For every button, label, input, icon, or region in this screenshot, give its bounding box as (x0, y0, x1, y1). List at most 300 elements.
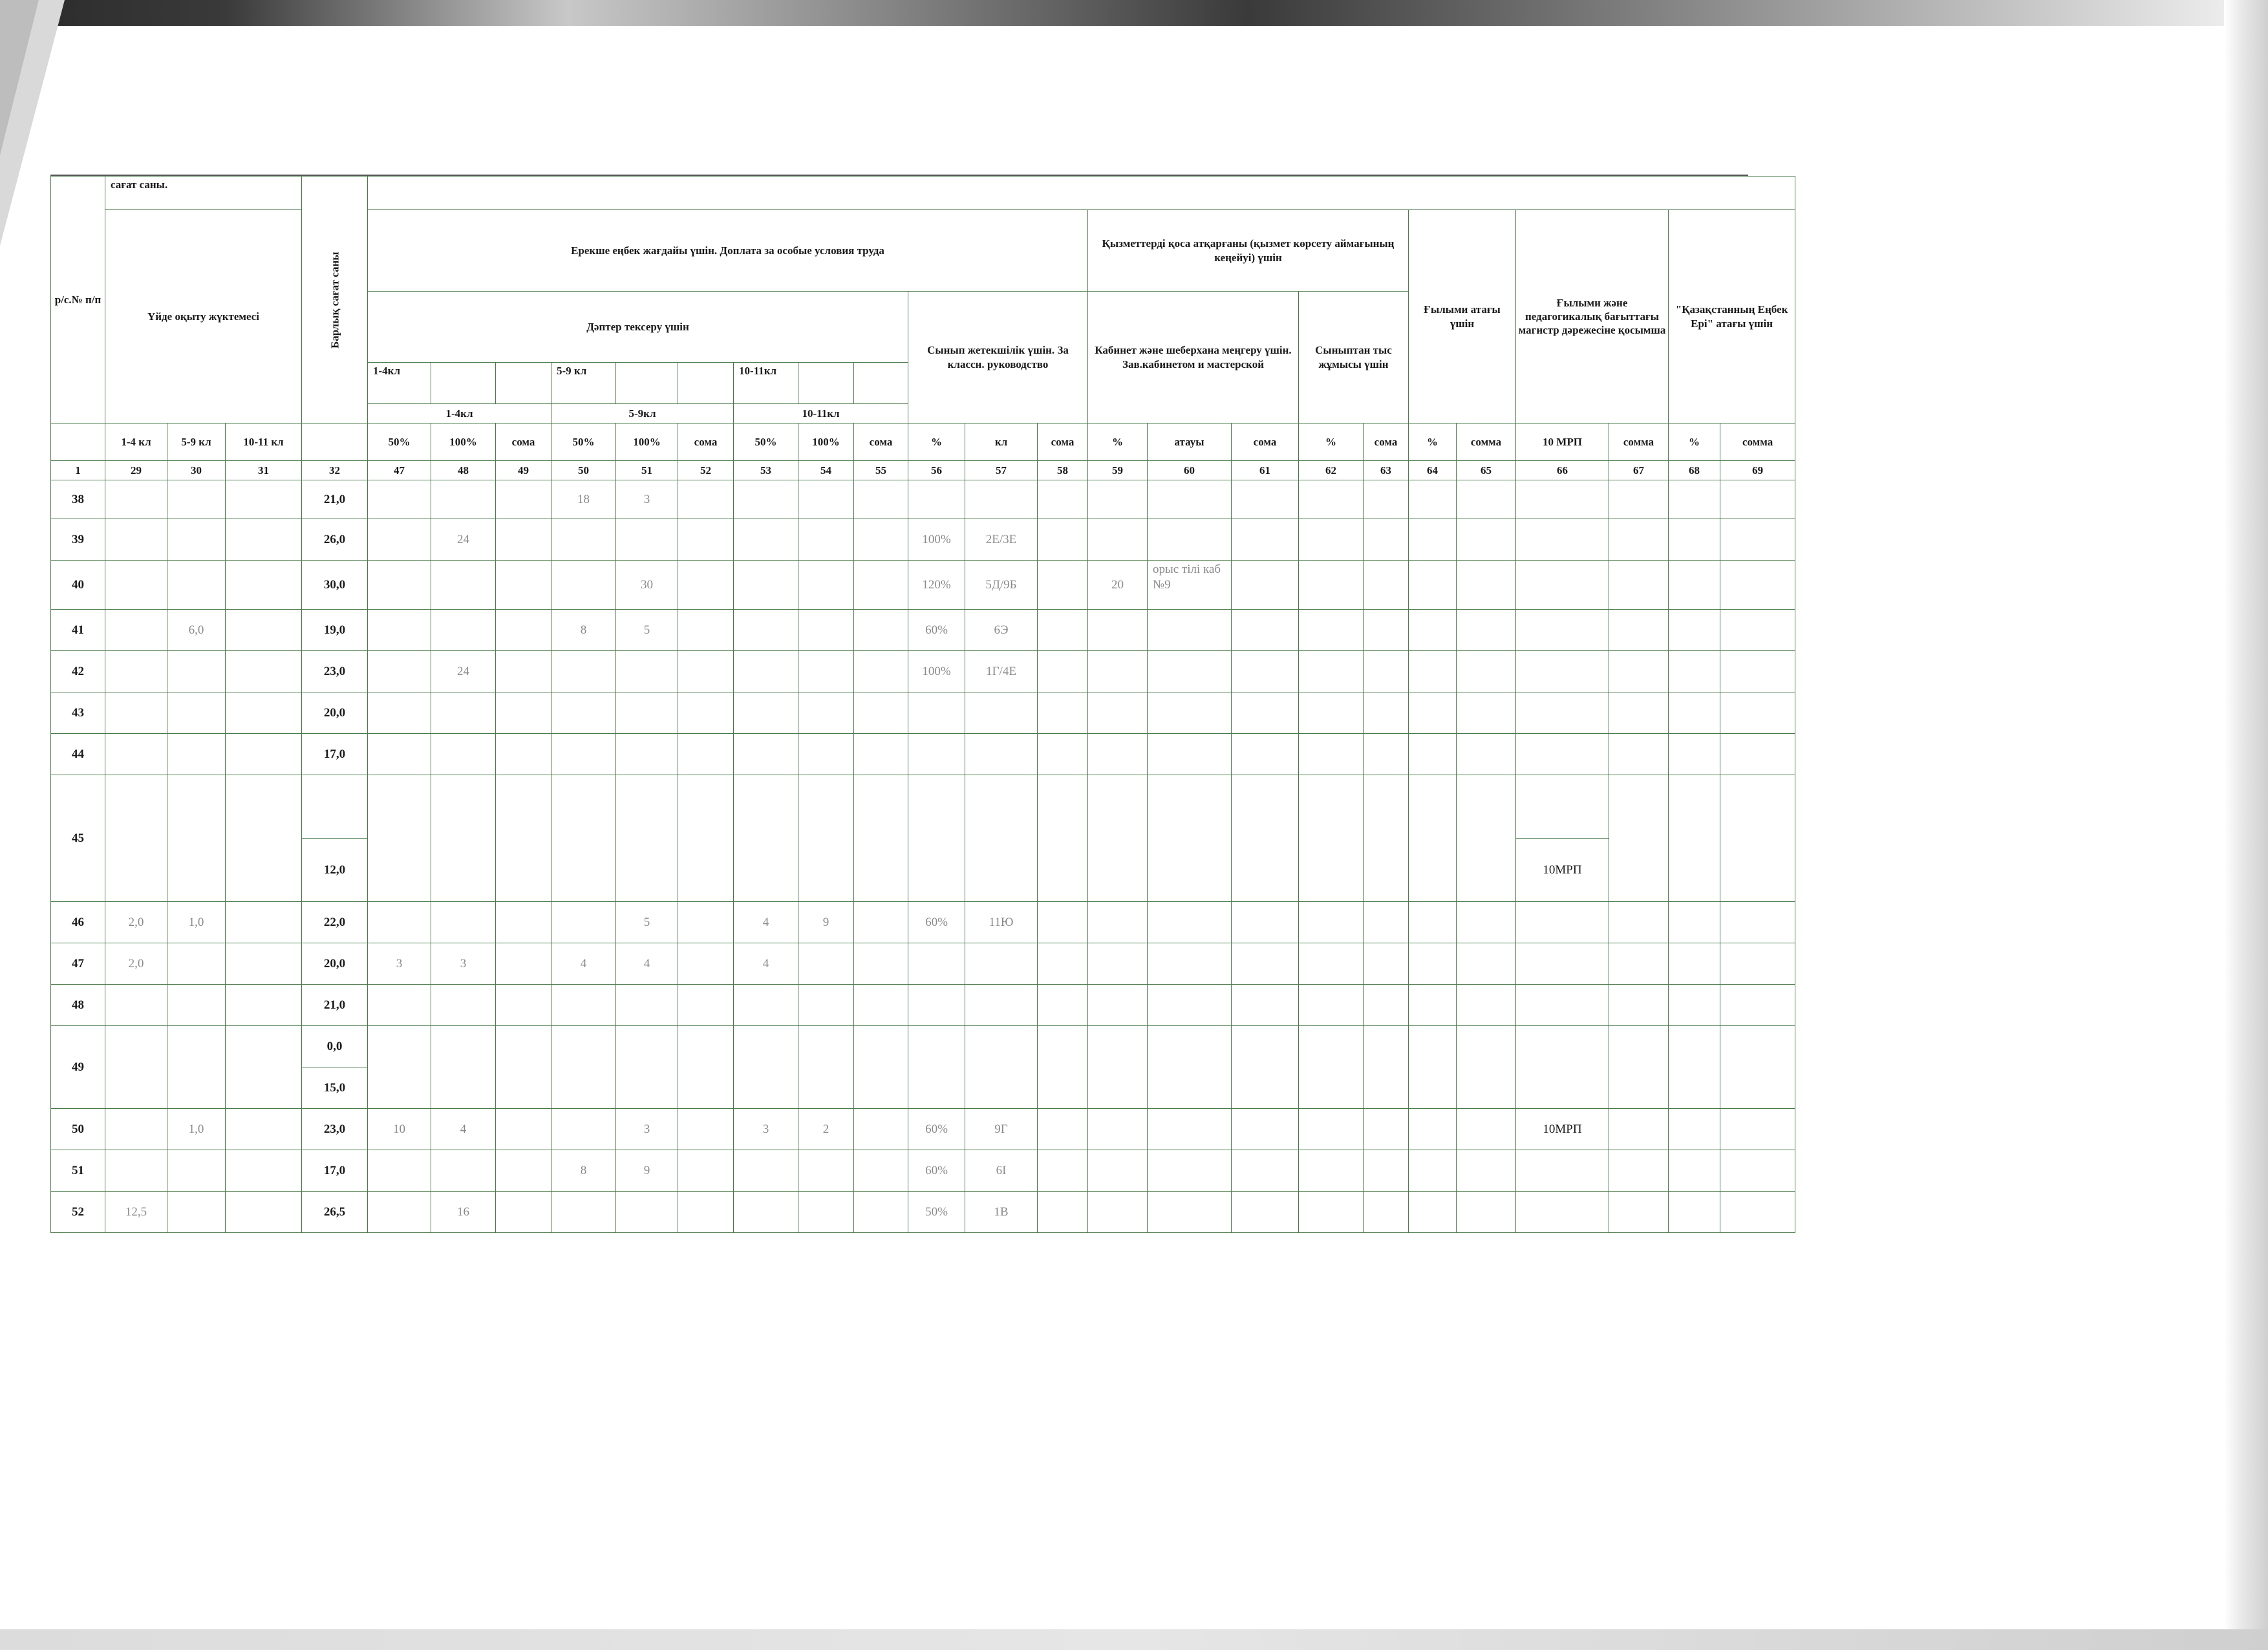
cell-p100a: 4 (431, 1109, 496, 1150)
cell-sumA (496, 902, 551, 943)
cell-total: 22,0 (302, 902, 368, 943)
cell-p100b (616, 1026, 678, 1109)
cell-n: 41 (51, 610, 105, 651)
cell-ext-pct (1299, 1109, 1364, 1150)
cell-p50b (551, 734, 616, 775)
cell-total: 12,0 (302, 839, 368, 902)
cell-ct-pct (908, 734, 965, 775)
sub-hero-sum: сомма (1720, 423, 1795, 461)
cell-total: 26,5 (302, 1192, 368, 1233)
cell-ct-cls: 9Г (965, 1109, 1038, 1150)
cell-p50b (551, 651, 616, 692)
cell-sumA (496, 561, 551, 610)
cell-ext-pct (1299, 610, 1364, 651)
cell-sumA (496, 1026, 551, 1109)
column-number: 1 (51, 461, 105, 480)
cell-n: 47 (51, 943, 105, 985)
table-row (51, 610, 1795, 651)
sub-cab-sum: сома (1232, 423, 1299, 461)
cell-ext-pct (1299, 651, 1364, 692)
cell-ext-pct (1299, 692, 1364, 734)
column-number: 66 (1516, 461, 1609, 480)
cell-p50a (368, 775, 431, 902)
cell-p100c (798, 1026, 854, 1109)
cell-ct-sum (1038, 775, 1088, 902)
cell-sumC (854, 651, 908, 692)
cell-sci-sum (1457, 1192, 1516, 1233)
cell-ct-sum (1038, 610, 1088, 651)
cell-cab-name (1148, 651, 1232, 692)
cell-cab-name (1148, 943, 1232, 985)
cell-cab-sum (1232, 610, 1299, 651)
cell-ct-pct (908, 775, 965, 902)
cell-hero-sum (1720, 902, 1795, 943)
cell-p100b: 5 (616, 610, 678, 651)
cell-p50b: 8 (551, 1150, 616, 1192)
cell-cab-pct (1088, 519, 1148, 561)
cell-sumC (854, 902, 908, 943)
cell-hero-sum (1720, 692, 1795, 734)
cell-p100c: 2 (798, 1109, 854, 1150)
cell-h14 (105, 610, 167, 651)
sub-p100b: 100% (616, 423, 678, 461)
sub-mag-mrp: 10 МРП (1516, 423, 1609, 461)
cell-p100c (798, 561, 854, 610)
cell-p50c (734, 610, 798, 651)
cell-ct-pct (908, 480, 965, 519)
cell-hero-sum (1720, 651, 1795, 692)
cell-n: 48 (51, 985, 105, 1026)
cell-sci-sum (1457, 651, 1516, 692)
cell-hero-sum (1720, 985, 1795, 1026)
sub-p50b: 50% (551, 423, 616, 461)
cell-sumC (854, 519, 908, 561)
cell-ct-pct: 60% (908, 610, 965, 651)
table-row (51, 1192, 1795, 1233)
cell-p100a (431, 1026, 496, 1109)
cell-cab-sum (1232, 1026, 1299, 1109)
cell-p50a: 3 (368, 943, 431, 985)
cell-h14: 2,0 (105, 902, 167, 943)
cell-sumB (678, 1109, 734, 1150)
cell-cab-pct (1088, 651, 1148, 692)
cell-cab-pct (1088, 1192, 1148, 1233)
cell-ct-sum (1038, 1192, 1088, 1233)
cell-sumB (678, 692, 734, 734)
cell-h1011 (226, 1109, 302, 1150)
cell-mag-sum (1609, 943, 1669, 985)
table-row (51, 519, 1795, 561)
cell-cab-pct (1088, 775, 1148, 902)
cell-hero-pct (1669, 734, 1720, 775)
cell-ct-cls (965, 943, 1038, 985)
cell-total: 30,0 (302, 561, 368, 610)
cell-p50b (551, 561, 616, 610)
scan-bottom-edge (0, 1629, 2268, 1650)
cell-mag-sum (1609, 775, 1669, 902)
cell-p100c (798, 480, 854, 519)
cell-sumC (854, 1026, 908, 1109)
cell-h1011 (226, 1150, 302, 1192)
cell-h14 (105, 480, 167, 519)
sub-suma: сома (496, 423, 551, 461)
cell-ct-sum (1038, 519, 1088, 561)
cell-hero-sum (1720, 943, 1795, 985)
cell-h1011 (226, 561, 302, 610)
cell-ext-sum (1364, 1150, 1409, 1192)
cell-ext-pct (1299, 734, 1364, 775)
cell-hero-pct (1669, 1192, 1720, 1233)
cell-cab-pct (1088, 734, 1148, 775)
cell-ct-sum (1038, 902, 1088, 943)
cell-ct-sum (1038, 561, 1088, 610)
cell-h59 (167, 775, 226, 902)
cell-sumB (678, 1192, 734, 1233)
sub-ct-cls: кл (965, 423, 1038, 461)
sub-p50c: 50% (734, 423, 798, 461)
column-number: 62 (1299, 461, 1364, 480)
cell-p50b (551, 1109, 616, 1150)
cell-p100c (798, 651, 854, 692)
column-number: 68 (1669, 461, 1720, 480)
cell-p100a: 3 (431, 943, 496, 985)
cell-p50a (368, 985, 431, 1026)
scan-top-edge (0, 0, 2268, 26)
cell-mag-mrp: 10МРП (1516, 839, 1609, 902)
cell-sci-sum (1457, 1150, 1516, 1192)
cell-ext-sum (1364, 902, 1409, 943)
cell-ct-cls (965, 692, 1038, 734)
cell-ext-sum (1364, 480, 1409, 519)
blank-header (368, 177, 1795, 210)
sub-sumb: сома (678, 423, 734, 461)
cell-ct-cls: 6І (965, 1150, 1038, 1192)
cell-sumA (496, 775, 551, 902)
cell-cab-name (1148, 734, 1232, 775)
cell-ext-pct (1299, 985, 1364, 1026)
cell-p50b: 4 (551, 943, 616, 985)
table-row (51, 775, 1795, 839)
cell-h14: 2,0 (105, 943, 167, 985)
cell-sumB (678, 480, 734, 519)
sub-p100a: 100% (431, 423, 496, 461)
row-no-header: р/с.№ п/п (51, 177, 105, 423)
sub-cab-name: атауы (1148, 423, 1232, 461)
column-number: 65 (1457, 461, 1516, 480)
sub-h14: 1-4 кл (105, 423, 167, 461)
sub-h1011: 10-11 кл (226, 423, 302, 461)
cell-p100b: 30 (616, 561, 678, 610)
cell-ct-pct (908, 1026, 965, 1109)
cell-p100a (431, 480, 496, 519)
cell-h1011 (226, 480, 302, 519)
cell-sumA (496, 943, 551, 985)
sub-sumc: сома (854, 423, 908, 461)
cell-sumC (854, 1109, 908, 1150)
cell-sumB (678, 902, 734, 943)
cell-sci-pct (1409, 1192, 1457, 1233)
cell-cab-name (1148, 1109, 1232, 1150)
cell-mag-mrp (1516, 1192, 1609, 1233)
cell-sumC (854, 480, 908, 519)
cell-ext-sum (1364, 943, 1409, 985)
cell-p50a (368, 734, 431, 775)
column-number: 49 (496, 461, 551, 480)
cell-h59 (167, 1192, 226, 1233)
cell-sci-sum (1457, 519, 1516, 561)
cell-h1011 (226, 734, 302, 775)
hours-count-header: сағат саны. (105, 177, 302, 210)
cell-cab-pct (1088, 692, 1148, 734)
cell-p50c (734, 561, 798, 610)
cell-h1011 (226, 902, 302, 943)
column-number: 60 (1148, 461, 1232, 480)
cell-p50a (368, 1026, 431, 1109)
column-number: 30 (167, 461, 226, 480)
cell-total: 17,0 (302, 734, 368, 775)
cell-sumA (496, 651, 551, 692)
cell-n: 49 (51, 1026, 105, 1109)
cell-hero-sum (1720, 775, 1795, 902)
cell-ct-cls: 2Е/3Е (965, 519, 1038, 561)
cabinet-mgmt-header: Кабинет және шеберхана меңгеру үшін. Зав.кабинетом и мастерской (1088, 292, 1299, 423)
cell-cab-sum (1232, 985, 1299, 1026)
cell-h59 (167, 692, 226, 734)
cell-h14 (105, 985, 167, 1026)
cell-hero-sum (1720, 1150, 1795, 1192)
cell-ct-pct: 100% (908, 519, 965, 561)
cell-ct-cls (965, 1026, 1038, 1109)
cell-hero-pct (1669, 561, 1720, 610)
cell-n: 40 (51, 561, 105, 610)
cell-sci-sum (1457, 902, 1516, 943)
cell-p100a (431, 775, 496, 902)
sub-ct-pct: % (908, 423, 965, 461)
cell-sumC (854, 692, 908, 734)
cell-cab-name (1148, 610, 1232, 651)
column-number: 31 (226, 461, 302, 480)
column-number: 51 (616, 461, 678, 480)
cell-hero-pct (1669, 480, 1720, 519)
cell-ct-sum (1038, 943, 1088, 985)
column-number: 67 (1609, 461, 1669, 480)
cell-p100a (431, 734, 496, 775)
cell-ct-pct: 60% (908, 1150, 965, 1192)
cell-cab-pct (1088, 902, 1148, 943)
sub-h59: 5-9 кл (167, 423, 226, 461)
cell-p100b: 3 (616, 480, 678, 519)
column-number: 64 (1409, 461, 1457, 480)
cell-h1011 (226, 651, 302, 692)
class-teacher-header: Сынып жетекшілік үшін. За классн. руководство (908, 292, 1088, 423)
cell-p100b: 9 (616, 1150, 678, 1192)
table-row (51, 985, 1795, 1026)
table-row (51, 692, 1795, 734)
cell-ct-cls (965, 734, 1038, 775)
column-number: 55 (854, 461, 908, 480)
sub-p100c: 100% (798, 423, 854, 461)
cell-p100b (616, 775, 678, 902)
cell-sumB (678, 519, 734, 561)
table-row (51, 480, 1795, 519)
cell-p50b: 18 (551, 480, 616, 519)
cell-hero-sum (1720, 1026, 1795, 1109)
payroll-table (50, 176, 1795, 1233)
cell-p100a: 16 (431, 1192, 496, 1233)
cell-p100c (798, 692, 854, 734)
cell-p50c (734, 734, 798, 775)
cell-ct-sum (1038, 1109, 1088, 1150)
cell-mag-sum (1609, 1109, 1669, 1150)
cell-h59 (167, 561, 226, 610)
cell-hero-pct (1669, 519, 1720, 561)
cell-ct-cls (965, 480, 1038, 519)
cell-p50c (734, 1192, 798, 1233)
column-number: 53 (734, 461, 798, 480)
cell-cab-sum (1232, 480, 1299, 519)
cell-mag-sum (1609, 902, 1669, 943)
cell-p100a (431, 985, 496, 1026)
cell-h14 (105, 692, 167, 734)
cell-total: 21,0 (302, 985, 368, 1026)
cell-mag-sum (1609, 692, 1669, 734)
column-number: 29 (105, 461, 167, 480)
cell-p100c: 9 (798, 902, 854, 943)
cell-sumC (854, 1150, 908, 1192)
cell-ct-sum (1038, 480, 1088, 519)
cell-sumB (678, 734, 734, 775)
cell-mag-mrp-upper (1516, 775, 1609, 839)
sub-sci-pct: % (1409, 423, 1457, 461)
science-title-header: Ғылыми атағы үшін (1409, 210, 1516, 423)
cell-cab-name (1148, 1192, 1232, 1233)
cell-ext-sum (1364, 1026, 1409, 1109)
cell-total: 20,0 (302, 692, 368, 734)
cell-sumC (854, 734, 908, 775)
cell-cab-pct (1088, 1109, 1148, 1150)
cell-cab-sum (1232, 561, 1299, 610)
cell-sci-pct (1409, 943, 1457, 985)
cell-p100b: 5 (616, 902, 678, 943)
column-number: 32 (302, 461, 368, 480)
cell-p50a: 10 (368, 1109, 431, 1150)
cell-sumB (678, 651, 734, 692)
cell-ct-cls: 5Д/9Б (965, 561, 1038, 610)
cell-sci-pct (1409, 561, 1457, 610)
cell-cab-sum (1232, 651, 1299, 692)
home-teaching-header: Үйде оқыту жүктемесі (105, 210, 302, 423)
cell-ext-pct (1299, 519, 1364, 561)
cell-p50a (368, 610, 431, 651)
cell-p50c: 4 (734, 943, 798, 985)
cell-total: 23,0 (302, 1109, 368, 1150)
cell-ct-sum (1038, 985, 1088, 1026)
cell-hero-pct (1669, 902, 1720, 943)
cell-mag-sum (1609, 1192, 1669, 1233)
masters-degree-header: Ғылыми және педагогикалық бағыттағы магистр дәрежесіне қосымша (1516, 210, 1669, 423)
cell-ct-cls (965, 985, 1038, 1026)
cell-sumA (496, 692, 551, 734)
cell-cab-sum (1232, 692, 1299, 734)
cell-mag-mrp: 10МРП (1516, 1109, 1609, 1150)
cell-p50c: 3 (734, 1109, 798, 1150)
cell-sci-sum (1457, 985, 1516, 1026)
cell-h1011 (226, 692, 302, 734)
cell-hero-sum (1720, 1192, 1795, 1233)
cell-sumC (854, 775, 908, 902)
cell-p100a (431, 610, 496, 651)
cell-h14 (105, 519, 167, 561)
cell-sumA (496, 1109, 551, 1150)
cell-ct-sum (1038, 734, 1088, 775)
cell-ext-pct (1299, 1026, 1364, 1109)
cell-sci-pct (1409, 775, 1457, 902)
cell-sumB (678, 985, 734, 1026)
cell-sci-pct (1409, 519, 1457, 561)
cell-cab-sum (1232, 734, 1299, 775)
extracurricular-header: Сыныптан тыс жұмысы үшін (1299, 292, 1409, 423)
cell-ct-sum (1038, 1026, 1088, 1109)
group-1-4-label: 1-4кл (368, 363, 431, 404)
cell-h59 (167, 519, 226, 561)
cell-sumC (854, 985, 908, 1026)
cell-p100b (616, 734, 678, 775)
cell-ct-pct: 100% (908, 651, 965, 692)
cell-sumC (854, 1192, 908, 1233)
cell-mag-sum (1609, 561, 1669, 610)
total-hours-header: Барлық сағат саны (302, 177, 368, 423)
cell-ext-pct (1299, 561, 1364, 610)
cell-sumC (854, 610, 908, 651)
column-number: 50 (551, 461, 616, 480)
cell-mag-sum (1609, 519, 1669, 561)
cell-p50b (551, 902, 616, 943)
cell-p50c (734, 775, 798, 902)
cell-sumB (678, 1026, 734, 1109)
cell-p100a (431, 902, 496, 943)
cell-cab-name (1148, 1026, 1232, 1109)
cell-h14 (105, 734, 167, 775)
cell-mag-mrp (1516, 1150, 1609, 1192)
cell-p50c: 4 (734, 902, 798, 943)
cell-p100c (798, 943, 854, 985)
cell-p100b: 4 (616, 943, 678, 985)
cell-ct-cls: 1Г/4Е (965, 651, 1038, 692)
cell-ext-pct (1299, 943, 1364, 985)
cell-ext-sum (1364, 775, 1409, 902)
cell-sci-sum (1457, 480, 1516, 519)
cell-p50b (551, 1192, 616, 1233)
cell-sumA (496, 1150, 551, 1192)
cell-mag-sum (1609, 985, 1669, 1026)
cell-p100a: 24 (431, 519, 496, 561)
cell-ext-pct (1299, 775, 1364, 902)
cell-cab-name (1148, 1150, 1232, 1192)
cell-sumA (496, 480, 551, 519)
cell-p50c (734, 651, 798, 692)
cell-p100c (798, 1150, 854, 1192)
cell-hero-pct (1669, 985, 1720, 1026)
notebook-check-header: Дәптер тексеру үшін (368, 292, 908, 363)
cell-sumA (496, 734, 551, 775)
cell-mag-sum (1609, 1150, 1669, 1192)
cell-h59 (167, 943, 226, 985)
cell-hero-pct (1669, 651, 1720, 692)
cell-h1011 (226, 1192, 302, 1233)
cell-p50c (734, 1026, 798, 1109)
cell-sci-pct (1409, 985, 1457, 1026)
cell-p100b (616, 1192, 678, 1233)
